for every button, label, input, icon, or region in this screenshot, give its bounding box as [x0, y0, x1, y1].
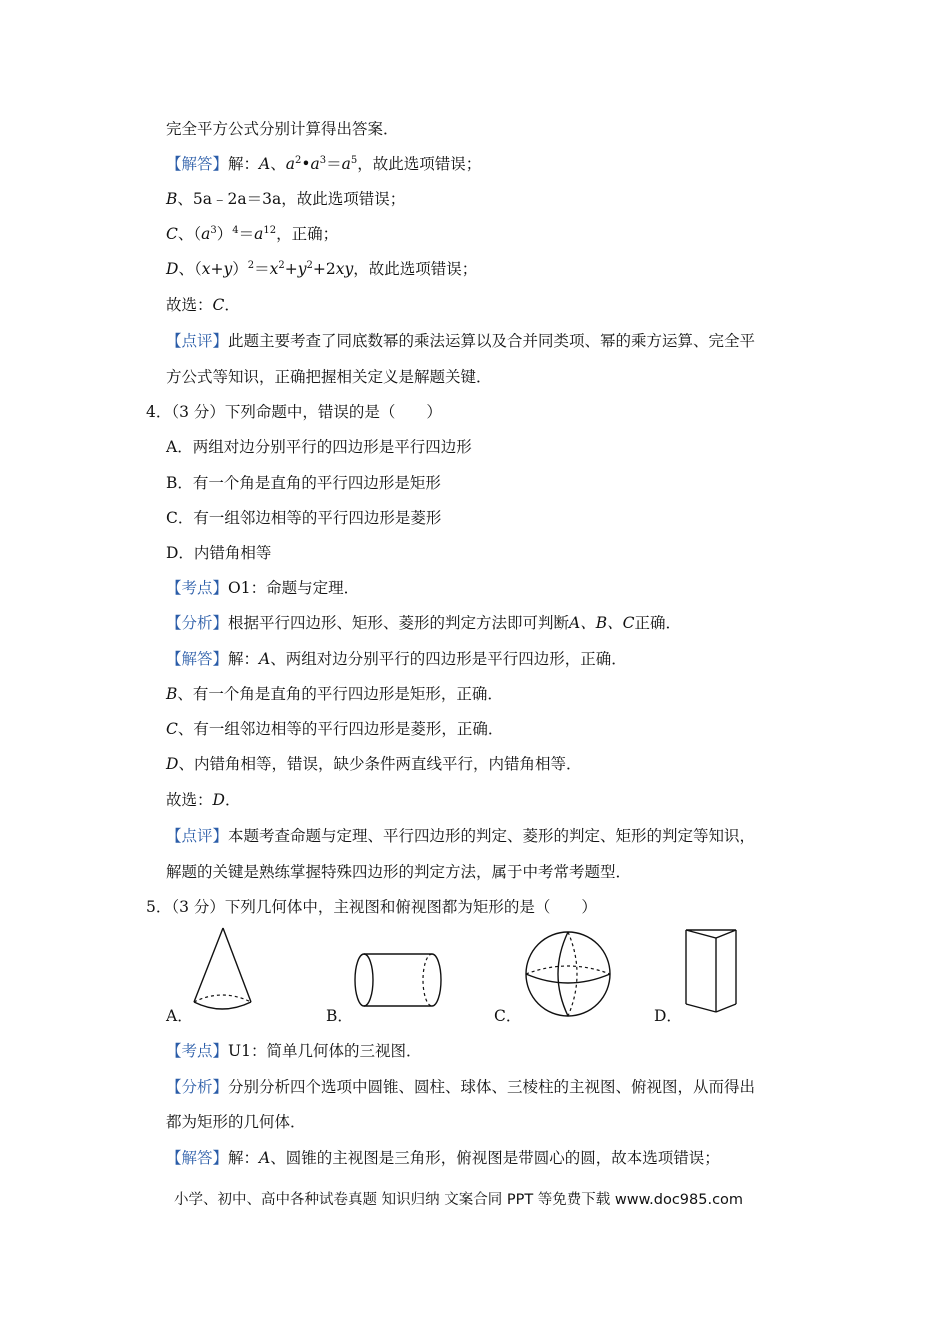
chosen-option: D [212, 791, 225, 809]
fenxi-text: 分别分析四个选项中圆锥、圆柱、球体、三棱柱的主视图、俯视图，从而得出 [228, 1078, 756, 1096]
q3-analysis-tail: 完全平方公式分别计算得出答案． [166, 120, 399, 138]
q4-jieda-b [166, 683, 503, 705]
figure-d-label: D． [654, 1007, 682, 1025]
answer-a-verdict: ，故此选项错误； [357, 155, 482, 173]
q4-fenxi [166, 612, 681, 634]
q4-option-b: B．有一个角是直角的平行四边形是矩形 [166, 474, 441, 492]
q3-answer-b [166, 188, 405, 210]
answer-tag: 【解答】 [166, 1149, 229, 1167]
q4-option-d: D．内错角相等 [166, 544, 272, 562]
q5-fenxi-1 [166, 1076, 755, 1098]
fenxi-tag: 【分析】 [166, 1078, 229, 1096]
q3-answer-a [166, 153, 481, 175]
answer-a-text: 、两组对边分别平行的四边形是平行四边形，正确． [270, 650, 627, 668]
q4-jieda-d [166, 753, 581, 775]
answer-tag: 【解答】 [166, 155, 229, 173]
q3-answer-d: D、$(x+y)^2=x^2+y^2+2xy$，故此选项错误； [166, 260, 478, 278]
answer-c-verdict: ，正确； [276, 225, 339, 243]
option-letter: B [166, 685, 178, 703]
q3-choose [166, 294, 240, 316]
answer-a-text: 、圆锥的主视图是三角形，俯视图是带圆心的圆，故本选项错误； [270, 1149, 720, 1167]
figure-b-label: B． [326, 1007, 353, 1025]
kaodian-tag: 【考点】 [166, 1042, 229, 1060]
choose-prefix: 故选： [166, 791, 213, 809]
cylinder-figure [352, 922, 447, 1018]
q4-option-c: C．有一组邻边相等的平行四边形是菱形 [166, 509, 442, 527]
q3-comment-1 [166, 330, 755, 352]
answer-prefix: 解： [228, 155, 260, 173]
answer-b-text: 、有一个角是直角的平行四边形是矩形，正确． [177, 685, 503, 703]
kaodian-tag: 【考点】 [166, 579, 229, 597]
figure-c-label: C． [494, 1007, 522, 1025]
option-letter: C [166, 225, 178, 243]
option-letter: B [166, 190, 178, 208]
period: ． [224, 296, 240, 314]
q3-comment-2: 方公式等知识，正确把握相关定义是解题关键． [166, 368, 492, 386]
comment-tag: 【点评】 [166, 827, 229, 845]
comment-tag: 【点评】 [166, 332, 229, 350]
answer-tag: 【解答】 [166, 650, 229, 668]
fenxi-options: A、B、C [569, 614, 635, 632]
q5-figures [160, 922, 800, 1027]
option-letter: A [259, 155, 271, 173]
q4-stem: 4．（3 分）下列命题中，错误的是（ ） [146, 403, 442, 421]
q4-jieda-c [166, 718, 503, 740]
period: ． [224, 791, 241, 809]
q4-dianping-1 [166, 825, 755, 847]
q4-kaodian [166, 577, 359, 599]
fenxi-end: 正确． [634, 614, 681, 632]
cone-figure [188, 922, 258, 1018]
kaodian-text: O1：命题与定理． [228, 579, 360, 597]
q5-fenxi-2: 都为矩形的几何体． [166, 1113, 306, 1131]
formula-a: $a^2•a^3=a^5$ [285, 155, 358, 173]
option-letter: C [166, 720, 178, 738]
answer-prefix: 解： [228, 1149, 260, 1167]
page-footer: 小学、初中、高中各种试卷真题 知识归纳 文案合同 PPT 等免费下载 www.doc985.com [174, 1192, 744, 1208]
q5-stem: 5．（3 分）下列几何体中，主视图和俯视图都为矩形的是（ ） [146, 898, 597, 916]
sphere-figure [520, 922, 620, 1018]
comment-text: 本题考查命题与定理、平行四边形的判定、菱形的判定、矩形的判定等知识， [228, 827, 756, 845]
triangular-prism-figure [680, 922, 750, 1018]
answer-c-text: 、有一组邻边相等的平行四边形是菱形，正确． [177, 720, 504, 738]
answer-prefix: 解： [228, 650, 260, 668]
option-letter: A [259, 1149, 271, 1167]
fenxi-tag: 【分析】 [166, 614, 229, 632]
option-letter: A [259, 650, 271, 668]
q4-option-a: A．两组对边分别平行的四边形是平行四边形 [166, 438, 472, 456]
option-letter: D [166, 260, 179, 278]
q4-choose [166, 789, 240, 811]
answer-d-verdict: ，故此选项错误； [353, 260, 478, 278]
figure-a-label: A． [166, 1007, 193, 1025]
q5-jieda-a [166, 1147, 720, 1169]
chosen-option: C [212, 296, 225, 314]
q3-answer-c: C、$(a^3)^4=a^{12}$，正确； [166, 225, 339, 243]
q5-kaodian [166, 1040, 421, 1062]
q4-jieda-a [166, 648, 627, 670]
answer-b-text: 、5a﹣2a＝3a，故此选项错误； [177, 190, 406, 208]
choose-prefix: 故选： [166, 296, 213, 314]
option-letter: D [166, 755, 179, 773]
separator: 、 [270, 155, 286, 173]
comment-text: 此题主要考查了同底数幂的乘法运算以及合并同类项、幂的乘方运算、完全平 [228, 332, 756, 350]
kaodian-text: U1：简单几何体的三视图． [228, 1042, 422, 1060]
q4-dianping-2: 解题的关键是熟练掌握特殊四边形的判定方法，属于中考常考题型． [166, 863, 632, 881]
answer-d-text: 、内错角相等，错误，缺少条件两直线平行，内错角相等． [178, 755, 582, 773]
fenxi-text: 根据平行四边形、矩形、菱形的判定方法即可判断 [228, 614, 570, 632]
